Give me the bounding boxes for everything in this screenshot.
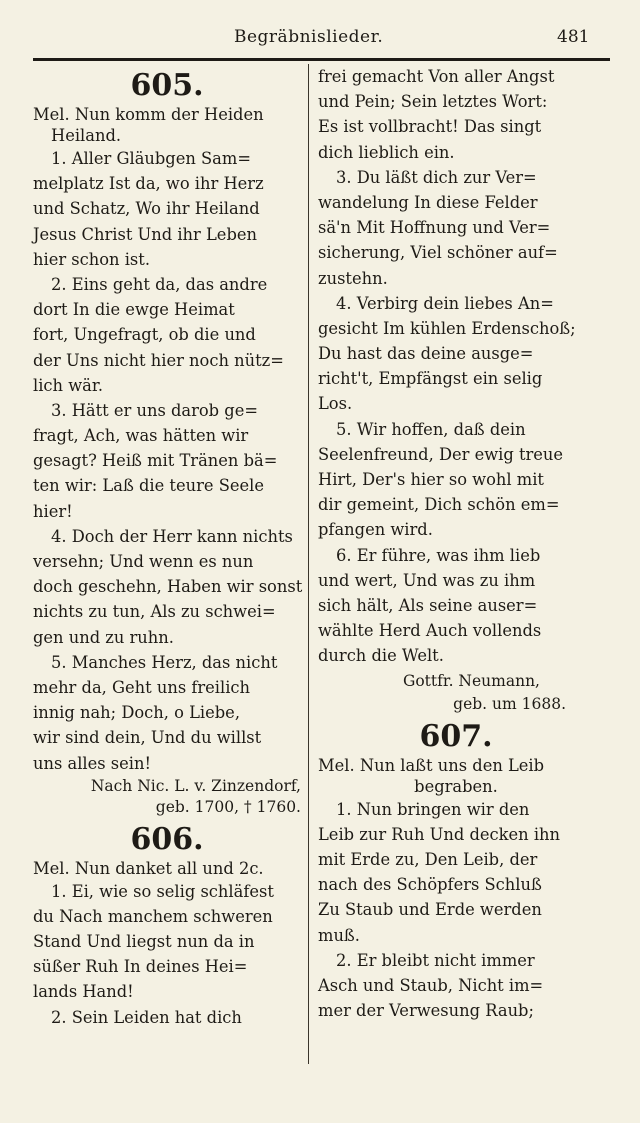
verse-line: 5. Manches Herz, das nicht xyxy=(51,652,278,672)
verse-line: richt't, Empfängst ein selig xyxy=(318,369,543,389)
melody-line: begraben. xyxy=(414,776,498,796)
verse-line: pfangen wird. xyxy=(318,520,433,540)
verse-line: mer der Verwesung Raub; xyxy=(318,1001,534,1021)
verse-line: Jesus Christ Und ihr Leben xyxy=(33,224,257,244)
hymn-number-606: 606. xyxy=(130,821,204,857)
attribution-line: geb. 1700, † 1760. xyxy=(155,797,301,816)
verse-line: 1. Nun bringen wir den xyxy=(336,799,530,819)
verse-line: wandelung In diese Felder xyxy=(318,192,538,212)
verse-line: versehn; Und wenn es nun xyxy=(33,552,254,571)
hymn-number-605: 605. xyxy=(130,68,204,103)
verse-line: fragt, Ach, was hätten wir xyxy=(33,426,249,446)
verse-line: 4. Verbirg dein liebes An= xyxy=(336,293,554,313)
verse-line: sich hält, Als seine auser= xyxy=(318,595,538,615)
left-column xyxy=(33,64,301,1030)
verse-line: Stand Und liegst nun da in xyxy=(33,932,255,952)
verse-line: und Schatz, Wo ihr Heiland xyxy=(33,199,260,219)
verse-line: lich wär. xyxy=(33,375,104,395)
verse-line: innig nah; Doch, o Liebe, xyxy=(33,703,240,723)
verse-line: hier! xyxy=(33,501,73,521)
attribution-line: Gottfr. Neumann, xyxy=(402,671,540,690)
verse-line: wählte Herd Auch vollends xyxy=(318,621,542,641)
verse-line: doch geschehn, Haben wir sonst xyxy=(33,577,303,597)
verse-line: mehr da, Geht uns freilich xyxy=(33,677,251,697)
verse-line: dich lieblich ein. xyxy=(318,142,455,162)
verse-line: Seelenfreund, Der ewig treue xyxy=(318,444,564,464)
verse-line: lands Hand! xyxy=(33,982,134,1002)
verse-line: wir sind dein, Und du willst xyxy=(33,728,262,748)
melody-line: Mel. Nun komm der Heiden xyxy=(33,105,264,124)
verse-line: sä'n Mit Hoffnung und Ver= xyxy=(318,218,551,238)
verse-line: Es ist vollbracht! Das singt xyxy=(318,117,542,137)
header-rule xyxy=(33,58,610,61)
verse-line: 3. Du läßt dich zur Ver= xyxy=(336,167,537,187)
verse-line: gen und zu ruhn. xyxy=(33,627,174,647)
right-column xyxy=(318,64,594,1023)
melody-line: Mel. Nun danket all und 2c. xyxy=(33,858,264,878)
verse-line: und Pein; Sein letztes Wort: xyxy=(318,92,548,112)
verse-line: du Nach manchem schweren xyxy=(33,906,273,926)
verse-line: 5. Wir hoffen, daß dein xyxy=(336,419,526,439)
page-number: 481 xyxy=(557,27,590,47)
verse-line: frei gemacht Von aller Angst xyxy=(318,67,555,86)
verse-line: 3. Hätt er uns darob ge= xyxy=(51,400,258,420)
verse-line: melplatz Ist da, wo ihr Herz xyxy=(33,174,264,194)
verse-line: hier schon ist. xyxy=(33,249,150,269)
verse-line: 1. Ei, wie so selig schläfest xyxy=(51,881,274,901)
verse-line: gesicht Im kühlen Erdenschoß; xyxy=(318,318,576,338)
hymn-number-607: 607. xyxy=(419,718,493,754)
verse-line: süßer Ruh In deines Hei= xyxy=(33,957,248,977)
verse-line: dir gemeint, Dich schön em= xyxy=(318,495,560,515)
column-divider xyxy=(308,64,309,1064)
verse-line: dort In die ewge Heimat xyxy=(33,300,235,320)
verse-line: Hirt, Der's hier so wohl mit xyxy=(318,470,544,489)
verse-line: gesagt? Heiß mit Tränen bä= xyxy=(33,451,278,471)
verse-line: nach des Schöpfers Schluß xyxy=(318,875,542,895)
verse-line: der Uns nicht hier noch nütz= xyxy=(33,350,284,370)
verse-line: sicherung, Viel schöner auf= xyxy=(318,243,558,263)
running-head: Begräbnislieder. xyxy=(234,27,384,47)
verse-line: Du hast das deine ausge= xyxy=(318,344,534,364)
verse-line: nichts zu tun, Als zu schwei= xyxy=(33,602,276,622)
attribution-line: geb. um 1688. xyxy=(453,694,566,713)
verse-line: Los. xyxy=(318,394,353,414)
verse-line: Leib zur Ruh Und decken ihn xyxy=(318,824,561,844)
verse-line: Zu Staub und Erde werden xyxy=(318,900,542,920)
verse-line: 4. Doch der Herr kann nichts xyxy=(51,526,293,546)
verse-line: 2. Er bleibt nicht immer xyxy=(336,950,535,970)
melody-line: Mel. Nun laßt uns den Leib xyxy=(318,755,545,775)
verse-line: zustehn. xyxy=(318,268,388,288)
verse-line: muß. xyxy=(318,925,360,945)
melody-line: Heiland. xyxy=(51,126,122,145)
verse-line: 2. Eins geht da, das andre xyxy=(51,274,268,294)
verse-line: Asch und Staub, Nicht im= xyxy=(318,976,544,995)
verse-line: uns alles sein! xyxy=(33,753,152,773)
verse-line: 6. Er führe, was ihm lieb xyxy=(336,545,541,565)
verse-line: fort, Ungefragt, ob die und xyxy=(33,325,256,345)
attribution-line: Nach Nic. L. v. Zinzendorf, xyxy=(90,776,301,795)
verse-line: mit Erde zu, Den Leib, der xyxy=(318,850,538,870)
verse-line: durch die Welt. xyxy=(318,646,444,666)
verse-line: ten wir: Laß die teure Seele xyxy=(33,476,264,496)
verse-line: 1. Aller Gläubgen Sam= xyxy=(51,149,251,168)
verse-line: 2. Sein Leiden hat dich xyxy=(51,1007,242,1027)
verse-line: und wert, Und was zu ihm xyxy=(318,570,536,590)
